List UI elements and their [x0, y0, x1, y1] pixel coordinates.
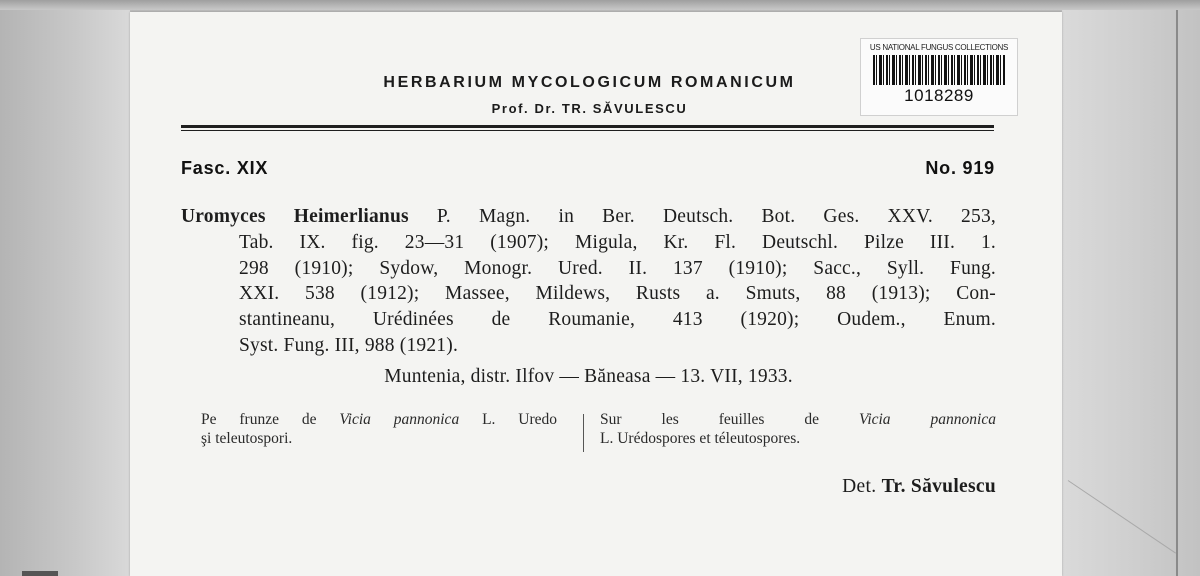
host-ro-line-2: şi teleutospori. [201, 430, 293, 447]
host-fr-line-1 [600, 410, 996, 429]
fascicle: Fasc. XIX [181, 158, 269, 178]
host-ro-suffix: L. Uredo [459, 411, 558, 428]
background-left [0, 0, 130, 576]
host-note-romanian [201, 410, 557, 448]
barcode-icon [873, 55, 1005, 85]
column-divider [583, 414, 584, 452]
determiner-prefix: Det. [842, 476, 882, 497]
host-note-french [600, 410, 996, 448]
citation-line-3: 298 (1910); Sydow, Monogr. Ured. II. 137 (1910); Sacc., Syll. Fung. [239, 257, 996, 279]
citation-line-1 [181, 204, 996, 230]
barcode-label [860, 38, 1018, 116]
determiner [660, 476, 996, 498]
determiner-name: Tr. Săvulescu [881, 476, 996, 497]
citation-line-4: XXI. 538 (1912); Massee, Mildews, Rusts a. Smuts, 88 (1913); Con- [239, 283, 996, 305]
header-rule [181, 125, 994, 128]
host-ro-species: Vicia pannonica [339, 411, 460, 428]
background-edge-line [1176, 10, 1178, 576]
host-ro-line-1 [201, 410, 557, 429]
barcode-number: 1018289 [904, 86, 974, 105]
species-name: Uromyces Heimerlianus [181, 206, 409, 227]
barcode-caption: US NATIONAL FUNGUS COLLECTIONS [869, 43, 1009, 52]
background-bottom-mark [22, 571, 58, 576]
host-ro-prefix: Pe frunze de [201, 411, 340, 428]
citation-line-2: Tab. IX. fig. 23—31 (1907); Migula, Kr. Fl. Deutschl. Pilze III. 1. [239, 231, 996, 253]
herbarium-title: HERBARIUM MYCOLOGICUM ROMANICUM [383, 74, 796, 91]
header-rule-thin [181, 130, 994, 131]
background-top-strip [0, 0, 1200, 10]
collection-locality: Muntenia, distr. Ilfov — Băneasa — 13. VII, 1933. [384, 366, 793, 387]
citation-block [181, 204, 996, 359]
citation-line-6: Syst. Fung. III, 988 (1921). [239, 334, 459, 356]
host-fr-prefix: Sur les feuilles de [600, 411, 859, 428]
host-fr-line-2: L. Urédospores et téleutospores. [600, 430, 801, 447]
citation-line-5: stantineanu, Urédinées de Roumanie, 413 (1920); Oudem., Enum. [239, 309, 996, 331]
specimen-number: No. 919 [925, 158, 995, 178]
host-fr-species: Vicia pannonica [859, 411, 996, 428]
herbarium-subtitle: Prof. Dr. TR. SĂVULESCU [491, 101, 688, 116]
citation-text: P. Magn. in Ber. Deutsch. Bot. Ges. XXV. 253, [408, 206, 996, 227]
